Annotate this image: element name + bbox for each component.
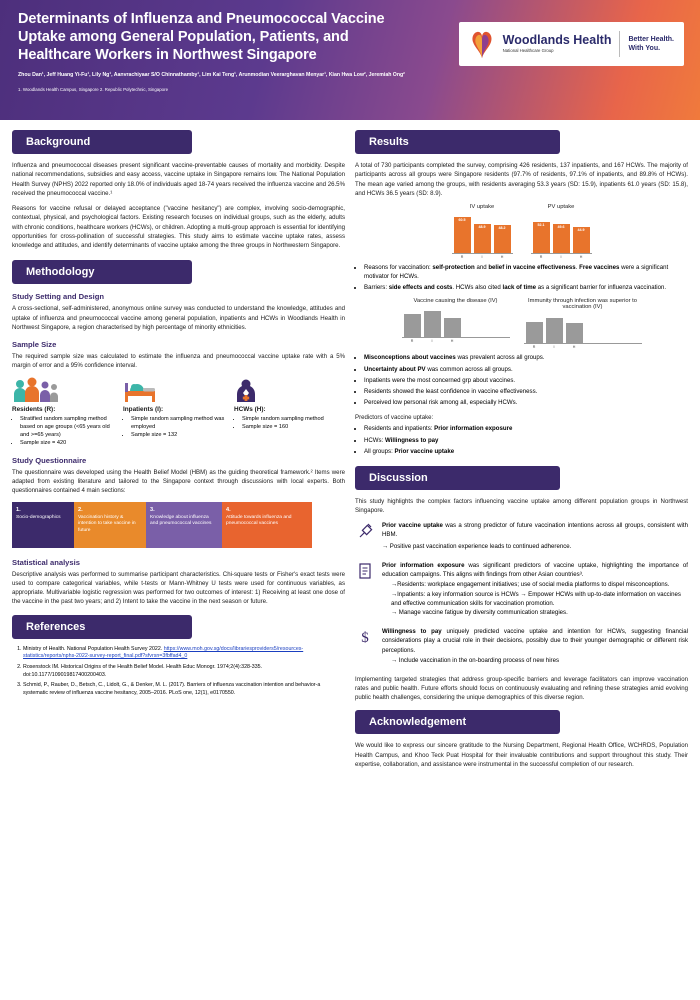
methodology-heading: Methodology — [12, 260, 192, 284]
group-residents-bullets — [20, 415, 115, 447]
results-bullets-2 — [364, 353, 688, 407]
list-item: • Reasons for vaccination: self-protection and belief in vaccine effectiveness. Free vaccines were a significant motivator for HCWs. — [364, 263, 688, 281]
poster-body — [0, 120, 700, 775]
logo-divider — [619, 31, 620, 57]
chart-bars — [531, 212, 592, 254]
bar — [566, 323, 583, 343]
dollar-icon — [355, 627, 375, 666]
questionnaire-section-1 — [12, 502, 74, 548]
chart-iv-uptake — [452, 204, 513, 259]
chart-title: Vaccine causing the disease (IV) — [413, 298, 498, 305]
discussion-text — [382, 627, 688, 654]
statistical-analysis-text: Descriptive analysis was performed to summarise participant characteristics. Chi-square tests or Fisher's exact tests were used to compare categorical variables, while t-tests or Mann-Whitney U tests were used for continuous variables, as appropriate. Multivariable logistic regression was performed for two outcomes of interest: 1) Receiving at least one dose of the vaccine in the past two years; and 2) Intent to take the vaccine in the next season or future. — [12, 570, 345, 606]
chart-immunity-superior — [524, 298, 642, 349]
reference-item: 1. Ministry of Health. National Population Health Survey 2022. https://www.moh.gov.sg/docs/librariesproviders5/resources-statistics/reports/nphs-2022-survey-report_final.pdf?sfvrsn=3fbffad4_0 — [23, 646, 345, 661]
chart-pv-uptake — [531, 204, 592, 259]
section-number: 3. — [150, 506, 155, 513]
bar — [553, 224, 570, 253]
discussion-text — [382, 521, 688, 539]
bar — [573, 227, 590, 253]
logo-subtitle: National Healthcare Group — [502, 48, 554, 54]
sample-size-text: The required sample size was calculated to estimate the influenza and pneumococcal vaccine uptake rate with a 5% margin of error and a 95% confidence interval. — [12, 353, 345, 370]
chart-title: Immunity through infection was superior to vaccination (IV) — [528, 298, 637, 311]
results-heading: Results — [355, 130, 560, 154]
acknowledgement-text: We would like to express our sincere gratitude to the Nursing Department, Regional Health Office, WCHRDS, Population Health Campus, and Khoo Teck Puat Hospital for their invaluable contributions and support throughout this study. Their expertise, collaboration, and assistance were instrumental in the successful completion of our research. — [355, 742, 688, 768]
poster-header — [0, 0, 700, 120]
document-icon — [355, 561, 375, 620]
chart-tick-labels — [531, 255, 592, 259]
list-item: • Simple random sampling method — [242, 415, 337, 423]
section-number: 4. — [226, 506, 231, 513]
questionnaire-section-3 — [146, 502, 222, 548]
group-inpatients-title: Inpatients (I): — [123, 405, 164, 413]
bar-value: 49.6 — [557, 225, 565, 229]
predictors-list — [364, 424, 688, 455]
questionnaire-text: The questionnaire was developed using the Health Belief Model (HBM) as the guiding theoretical framework.² Items were adapted from existing literature and tailored to the Singapore context through discussions with local experts. Both questionnaires contained 4 main sections: — [12, 468, 345, 495]
logo-text — [503, 34, 612, 54]
references-heading: References — [12, 615, 192, 639]
list-item: • Simple random sampling method was employed — [131, 415, 226, 431]
tick-label: H — [579, 255, 583, 259]
list-item: • Sample size = 420 — [20, 439, 115, 447]
hospital-bed-icon — [123, 377, 226, 403]
tick-label: R — [539, 255, 543, 259]
list-item: • Residents showed the least confidence in vaccine effectiveness. — [364, 387, 688, 396]
list-item: • Residents and inpatients: Prior information exposure — [364, 424, 688, 433]
misconception-charts — [355, 298, 688, 349]
discussion-item-willingness-to-pay — [355, 627, 688, 666]
section-number: 2. — [78, 506, 83, 513]
study-design-text: A cross-sectional, self-administered, anonymous online survey was conducted to understand the knowledge, attitudes and uptake of influenza and pneumococcal vaccine among general population, inpatients and HCWs in Woodlands Health in Northwest Singapore, a region characterised by high percentage of minority ethnicities. — [12, 305, 345, 331]
chart-bars — [402, 306, 510, 338]
group-hcws-title: HCWs (H): — [234, 405, 266, 413]
group-residents — [12, 377, 115, 447]
discussion-body — [382, 521, 688, 552]
list-item: • HCWs: Willingness to pay — [364, 436, 688, 445]
discussion-bullets — [391, 581, 688, 618]
bar-value: 48.2 — [498, 226, 506, 230]
tick-label: H — [500, 255, 504, 259]
organization-logo — [459, 22, 684, 66]
background-paragraph-2: Reasons for vaccine refusal or delayed acceptance ("vaccine hesitancy") are complex, involving socio-demographic, contextual, physical, and psychological factors. Existing research focuses on individual groups, such as the elderly, adults with chronic conditions, healthcare workers (HCWs), or children. Adopting a multi-group approach is essential for identifying opportunities for cross-pollination of successful strategies. This study aims to estimate vaccine uptake rates, assess knowledge and attitudes, and identify determinants of vaccine uptake among the three groups in Northwestern Singapore. — [12, 205, 345, 249]
background-heading: Background — [12, 130, 192, 154]
list-item: → Manage vaccine fatigue by diversity communication strategies. — [391, 609, 568, 617]
list-item: • Perceived low personal risk among all, especially HCWs. — [364, 398, 688, 407]
tick-label: I — [431, 339, 433, 344]
tick-label: H — [572, 345, 576, 350]
questionnaire-section-4 — [222, 502, 312, 548]
left-column — [12, 130, 345, 775]
bar — [424, 311, 441, 337]
discussion-intro: This study highlights the complex factors influencing vaccine uptake among different population groups in Northwest Singapore. — [355, 497, 688, 515]
tick-label: R — [410, 339, 414, 344]
section-label: Attitude towards influenza and pneumococcal vaccines — [226, 514, 292, 527]
section-label: Vaccination history & intention to take vaccine in future — [78, 514, 136, 533]
logo-tagline: Better Health. With You. — [628, 35, 674, 52]
tick-label: I — [481, 255, 483, 259]
list-item: • Barriers: side effects and costs. HCWs also cited lack of time as a significant barrier for influenza vaccination. — [364, 283, 688, 292]
bar — [454, 217, 471, 253]
chart-vaccine-causes-disease — [402, 298, 510, 349]
list-item: • Stratified random sampling method based on age groups (<65 years old and >=65 years) — [20, 415, 115, 439]
chart-title: IV uptake — [469, 204, 495, 210]
uptake-charts — [355, 204, 688, 259]
bar-value: 48.9 — [478, 225, 486, 229]
discussion-lead: Prior information exposure — [382, 561, 465, 569]
bar — [546, 318, 563, 343]
bar — [404, 314, 421, 337]
discussion-heading: Discussion — [355, 466, 560, 490]
group-inpatients — [123, 377, 226, 447]
discussion-lead: Willingness to pay — [382, 628, 442, 636]
bar — [533, 222, 550, 253]
reference-link[interactable]: https://www.moh.gov.sg/docs/librariesproviders5/resources-statistics/reports/nphs-2022-survey-report_final.pdf?sfvrsn=3fbffad4_0 — [23, 645, 304, 660]
questionnaire-sections — [12, 502, 345, 548]
group-hcws — [234, 377, 337, 447]
discussion-arrow: → Positive past vaccination experience leads to continued adherence. — [382, 542, 572, 550]
group-inpatients-bullets — [131, 415, 226, 439]
group-residents-title: Residents (R): — [12, 405, 56, 413]
discussion-rest: was a strong predictor of future vaccination intentions across all groups, consistent with HBM. — [382, 522, 688, 539]
discussion-closing: Implementing targeted strategies that address group-specific barriers and leverage facilitators can improve vaccination rates and public health. Future efforts should focus on continuously evaluating and refining these strategies amid evolving public health challenges, considering the unique demographics of this diverse region. — [355, 675, 688, 702]
page-title: Determinants of Influenza and Pneumococcal Vaccine Uptake among General Population, Patients, and Healthcare Workers in Northwest Singapore — [18, 11, 385, 64]
discussion-text — [382, 561, 688, 579]
background-paragraph-1: Influenza and pneumococcal diseases present significant vaccine-preventable causes of mortality and morbidity. Despite national recommendations, subsidies and easy access, vaccine uptake in Singapore remains low. The National Population Health Survey (NPHS) 2022 reported only 18.0% of individuals aged 18-74 years received the influenza vaccine and 26.5% received the pneumococcal vaccine.¹ — [12, 162, 345, 197]
questionnaire-section-2 — [74, 502, 146, 548]
list-item: • Sample size = 160 — [242, 423, 337, 431]
discussion-item-prior-uptake — [355, 521, 688, 552]
section-label: Socio-demographics — [16, 514, 61, 520]
bar-value: 60.5 — [458, 218, 466, 222]
affiliation-list: 1. Woodlands Health Campus, Singapore 2. Republic Polytechnic, Singapore — [18, 87, 169, 93]
svg-text:$: $ — [361, 630, 369, 647]
logo-name: Woodlands Health — [502, 33, 612, 48]
discussion-item-info-exposure — [355, 561, 688, 620]
reference-item: 3. Schmid, P., Rauber, D., Betsch, C., Lidolt, G., & Denker, M. L. (2017). Barriers of influenza vaccination intention and behavior-a systematic review of influenza vaccine hesitancy, 2005–2016. PLoS one, 12(1), e0170550. — [23, 682, 345, 697]
list-item: • Sample size = 132 — [131, 431, 226, 439]
tick-label: R — [460, 255, 464, 259]
tick-label: I — [560, 255, 562, 259]
list-item: → Include vaccination in the on-boarding process of new hires — [391, 656, 560, 664]
bar — [526, 322, 543, 343]
chart-title: PV uptake — [547, 204, 575, 210]
reference-list — [23, 646, 345, 698]
chart-tick-labels — [452, 255, 513, 259]
sample-size-subheading: Sample Size — [12, 340, 57, 349]
list-item: • Inpatients were the most concerned grp about vaccines. — [364, 376, 688, 385]
discussion-body — [382, 561, 688, 620]
author-list: Zhou Dan¹, Jeff Huang Yi-Fu¹, Lily Ng¹, Aanvrachiyaar S/O Chinnathamby¹, Lim Kai Teng¹, Arunmodian Veerarghavan Menyar¹, Kian Hwa Low², Jeremiah Ong² — [18, 72, 405, 79]
chart-bars — [524, 312, 642, 344]
group-people-icon — [12, 377, 115, 403]
section-label: Knowledge about influenza and pneumococcal vaccines — [150, 514, 212, 527]
syringe-icon — [355, 521, 375, 552]
discussion-bullets — [391, 657, 688, 666]
bar-value: 52.1 — [537, 223, 545, 227]
section-number: 1. — [16, 506, 21, 513]
group-hcws-bullets — [242, 415, 337, 431]
discussion-body — [382, 627, 688, 666]
woodlands-health-logo-icon — [469, 29, 495, 59]
bar — [444, 318, 461, 337]
discussion-lead: Prior vaccine uptake — [382, 522, 443, 530]
bar-value: 44.9 — [577, 228, 585, 232]
tick-label: I — [553, 345, 555, 350]
list-item: →Residents: workplace engagement initiatives; use of social media platforms to dispel misconceptions. — [391, 581, 670, 588]
sample-groups — [12, 377, 345, 447]
reference-item: 2. Rosenstock IM. Historical Origins of the Health Belief Model. Health Educ Monogr. 1974;2(4):328-335. doi:10.1177/109019817400200403. — [23, 664, 345, 679]
results-bullets-1 — [364, 263, 688, 292]
chart-tick-labels — [524, 345, 642, 349]
bar — [474, 224, 491, 253]
questionnaire-subheading: Study Questionnaire — [12, 455, 87, 465]
list-item: • Misconceptions about vaccines was prevalent across all groups. — [364, 353, 688, 362]
statistical-analysis-subheading: Statistical analysis — [12, 557, 80, 567]
study-design-subheading: Study Setting and Design — [12, 292, 104, 302]
discussion-rest: uniquely predicted vaccine uptake and intention for HCWs, suggesting financial considerations play a crucial role in their decisions, possibly due to their younger demographic or different risk perceptions. — [382, 628, 688, 654]
chart-tick-labels — [402, 339, 510, 343]
list-item: →Inpatients: a key information source is HCWs → Empower HCWs with up-to-date information on vaccines and effective communication skills for vaccination promotion. — [391, 590, 681, 607]
right-column — [355, 130, 688, 775]
doctor-icon — [234, 377, 337, 403]
results-paragraph-1: A total of 730 participants completed the survey, comprising 426 residents, 137 inpatients, and 167 HCWs. The majority of participants across all groups were Singapore residents (97.7% of residents, 97.1% of inpatients, and 89.8% of HCWs). The mean age varied among the groups, with residents averaging 53.3 years (SD: 15.9), inpatients 61.0 years (SD: 15.8), and HCWs 36.5 years (SD: 8.9). — [355, 162, 688, 197]
discussion-rest: was significant predictors of vaccine uptake, highlighting the importance of education campaigns. This aligns with findings from other Asian countries³. — [382, 561, 688, 578]
bar — [494, 225, 511, 253]
list-item: • All groups: Prior vaccine uptake — [364, 447, 688, 456]
predictors-title: Predictors of vaccine uptake: — [355, 414, 434, 422]
tick-label: H — [450, 339, 454, 344]
acknowledgement-heading: Acknowledgement — [355, 710, 560, 734]
tick-label: R — [532, 345, 536, 350]
chart-bars — [452, 212, 513, 254]
list-item: • Uncertainty about PV was common across all groups. — [364, 365, 688, 374]
